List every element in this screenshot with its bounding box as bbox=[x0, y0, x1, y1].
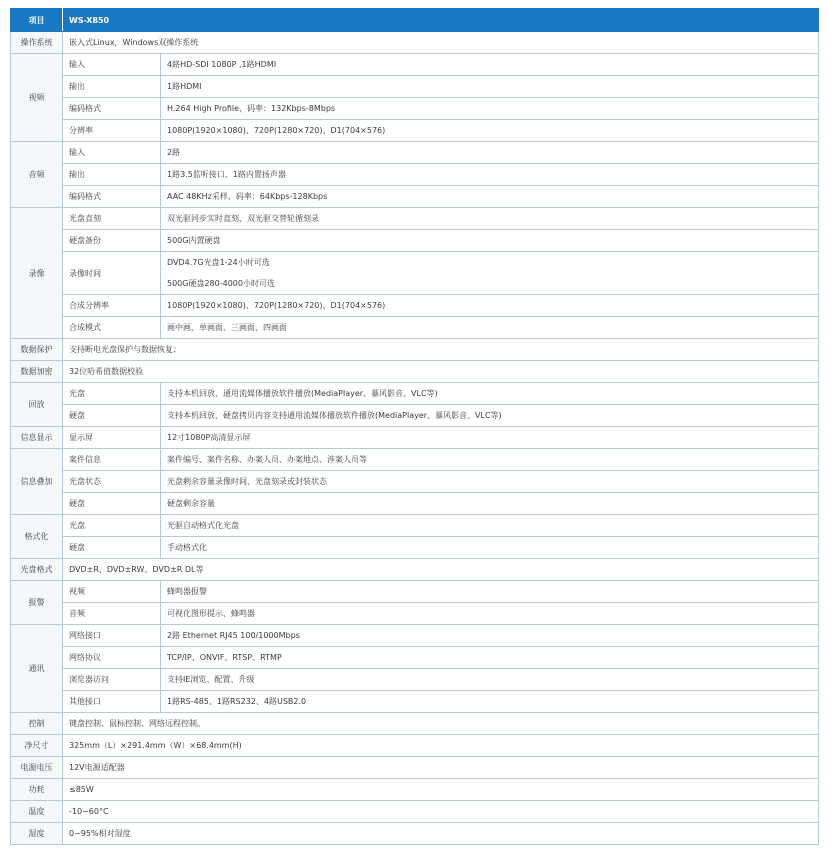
table-row bbox=[11, 54, 819, 76]
table-row bbox=[11, 208, 819, 230]
table-row bbox=[11, 669, 819, 691]
label-cell: 光盘状态 bbox=[63, 471, 161, 493]
category-cell: 信息显示 bbox=[11, 427, 63, 449]
category-cell: 报警 bbox=[11, 581, 63, 625]
label-cell: 输出 bbox=[63, 164, 161, 186]
value-cell: 蜂鸣器报警 bbox=[161, 581, 819, 603]
header-item: 项目 bbox=[11, 9, 63, 32]
category-cell: 视频 bbox=[11, 54, 63, 142]
value-cell: 2路 Ethernet RJ45 100/1000Mbps bbox=[161, 625, 819, 647]
label-cell: 案件信息 bbox=[63, 449, 161, 471]
table-row bbox=[11, 757, 819, 779]
value-cell: 光盘剩余容量录像时间、光盘刻录或封装状态 bbox=[161, 471, 819, 493]
label-cell: 显示屏 bbox=[63, 427, 161, 449]
label-cell: 硬盘 bbox=[63, 493, 161, 515]
table-row bbox=[11, 361, 819, 383]
value-line: 500G硬盘280-4000小时可选 bbox=[167, 279, 275, 288]
table-row bbox=[11, 76, 819, 98]
label-cell: 视频 bbox=[63, 581, 161, 603]
label-cell: 输出 bbox=[63, 76, 161, 98]
label-cell: 音频 bbox=[63, 603, 161, 625]
value-cell: DVD±R、DVD±RW、DVD±R DL等 bbox=[63, 559, 819, 581]
value-cell: 1080P(1920×1080)、720P(1280×720)、D1(704×576) bbox=[161, 295, 819, 317]
value-cell: 手动格式化 bbox=[161, 537, 819, 559]
value-cell: AAC 48KHz采样、码率：64Kbps-128Kbps bbox=[161, 186, 819, 208]
table-row bbox=[11, 515, 819, 537]
table-header-row bbox=[11, 9, 819, 32]
table-row bbox=[11, 471, 819, 493]
table-row bbox=[11, 230, 819, 252]
table-row bbox=[11, 713, 819, 735]
value-cell: 键盘控制、鼠标控制、网络远程控制。 bbox=[63, 713, 819, 735]
table-row bbox=[11, 647, 819, 669]
value-cell: 4路HD-SDI 1080P ,1路HDMI bbox=[161, 54, 819, 76]
label-cell: 编码格式 bbox=[63, 98, 161, 120]
header-model: WS-X850 bbox=[63, 9, 819, 32]
label-cell: 硬盘 bbox=[63, 537, 161, 559]
table-row bbox=[11, 405, 819, 427]
value-cell: 1路3.5监听接口、1路内置扬声器 bbox=[161, 164, 819, 186]
spec-table bbox=[10, 8, 819, 845]
value-line: DVD4.7G光盘1-24小时可选 bbox=[167, 258, 270, 267]
table-row bbox=[11, 142, 819, 164]
value-cell: 支持断电光盘保护与数据恢复； bbox=[63, 339, 819, 361]
value-cell: TCP/IP、ONVIF、RTSP、RTMP bbox=[161, 647, 819, 669]
table-row bbox=[11, 32, 819, 54]
value-cell: -10~60°C bbox=[63, 801, 819, 823]
category-cell: 数据保护 bbox=[11, 339, 63, 361]
label-cell: 分辨率 bbox=[63, 120, 161, 142]
table-row bbox=[11, 120, 819, 142]
table-row bbox=[11, 823, 819, 845]
table-row bbox=[11, 339, 819, 361]
label-cell: 光盘直刻 bbox=[63, 208, 161, 230]
label-cell: 硬盘备份 bbox=[63, 230, 161, 252]
table-row bbox=[11, 383, 819, 405]
value-cell: 12V电源适配器 bbox=[63, 757, 819, 779]
table-row bbox=[11, 493, 819, 515]
category-cell: 信息叠加 bbox=[11, 449, 63, 515]
table-row bbox=[11, 801, 819, 823]
label-cell: 输入 bbox=[63, 54, 161, 76]
label-cell: 网络接口 bbox=[63, 625, 161, 647]
label-cell: 编码格式 bbox=[63, 186, 161, 208]
value-cell: 1路RS-485、1路RS232、4路USB2.0 bbox=[161, 691, 819, 713]
table-row bbox=[11, 779, 819, 801]
table-row bbox=[11, 691, 819, 713]
value-cell: 325mm（L）×291.4mm（W）×68.4mm(H) bbox=[63, 735, 819, 757]
value-cell: 1路HDMI bbox=[161, 76, 819, 98]
value-cell: 双光驱同步实时直刻、双光驱交替轮循刻录 bbox=[161, 208, 819, 230]
category-cell: 净尺寸 bbox=[11, 735, 63, 757]
label-cell: 合成分辨率 bbox=[63, 295, 161, 317]
category-cell: 通讯 bbox=[11, 625, 63, 713]
category-cell: 录像 bbox=[11, 208, 63, 339]
category-cell: 格式化 bbox=[11, 515, 63, 559]
category-cell: 操作系统 bbox=[11, 32, 63, 54]
value-cell: 可视化图形提示、蜂鸣器 bbox=[161, 603, 819, 625]
value-cell: 1080P(1920×1080)、720P(1280×720)、D1(704×576) bbox=[161, 120, 819, 142]
category-cell: 温度 bbox=[11, 801, 63, 823]
table-row bbox=[11, 427, 819, 449]
table-row bbox=[11, 252, 819, 295]
label-cell: 光盘 bbox=[63, 383, 161, 405]
value-cell: 支持IE浏览、配置、升级 bbox=[161, 669, 819, 691]
category-cell: 湿度 bbox=[11, 823, 63, 845]
label-cell: 浏览器访问 bbox=[63, 669, 161, 691]
category-cell: 回放 bbox=[11, 383, 63, 427]
value-cell: 光驱自动格式化光盘 bbox=[161, 515, 819, 537]
label-cell: 光盘 bbox=[63, 515, 161, 537]
table-row bbox=[11, 98, 819, 120]
category-cell: 电源电压 bbox=[11, 757, 63, 779]
value-cell: 500G内置硬盘 bbox=[161, 230, 819, 252]
value-cell: 嵌入式Linux，Windows双操作系统 bbox=[63, 32, 819, 54]
value-cell: 案件编号、案件名称、办案人员、办案地点、涉案人员等 bbox=[161, 449, 819, 471]
label-cell: 录像时间 bbox=[63, 252, 161, 295]
table-row bbox=[11, 581, 819, 603]
table-row bbox=[11, 625, 819, 647]
category-cell: 控制 bbox=[11, 713, 63, 735]
category-cell: 数据加密 bbox=[11, 361, 63, 383]
value-cell bbox=[161, 252, 819, 295]
label-cell: 硬盘 bbox=[63, 405, 161, 427]
table-row bbox=[11, 164, 819, 186]
value-cell: ≤85W bbox=[63, 779, 819, 801]
value-cell: 支持本机回放、硬盘拷贝内容支持通用流媒体播放软件播放(MediaPlayer、暴风影音、VLC等) bbox=[161, 405, 819, 427]
table-row bbox=[11, 317, 819, 339]
table-row bbox=[11, 559, 819, 581]
table-row bbox=[11, 735, 819, 757]
value-cell: 0~95%相对湿度 bbox=[63, 823, 819, 845]
label-cell: 网络协议 bbox=[63, 647, 161, 669]
category-cell: 功耗 bbox=[11, 779, 63, 801]
table-row bbox=[11, 449, 819, 471]
category-cell: 音频 bbox=[11, 142, 63, 208]
table-row bbox=[11, 537, 819, 559]
category-cell: 光盘格式 bbox=[11, 559, 63, 581]
value-cell: H.264 High Profile，码率：132Kbps-8Mbps bbox=[161, 98, 819, 120]
value-cell: 硬盘剩余容量 bbox=[161, 493, 819, 515]
table-row bbox=[11, 186, 819, 208]
table-row bbox=[11, 295, 819, 317]
table-row bbox=[11, 603, 819, 625]
label-cell: 合成模式 bbox=[63, 317, 161, 339]
value-cell: 2路 bbox=[161, 142, 819, 164]
value-cell: 32位哈希值数据校验 bbox=[63, 361, 819, 383]
value-cell: 12寸1080P高清显示屏 bbox=[161, 427, 819, 449]
value-cell: 支持本机回放、通用流媒体播放软件播放(MediaPlayer、暴风影音、VLC等) bbox=[161, 383, 819, 405]
label-cell: 其他接口 bbox=[63, 691, 161, 713]
value-cell: 画中画、单画面、三画面、四画面 bbox=[161, 317, 819, 339]
label-cell: 输入 bbox=[63, 142, 161, 164]
spec-body bbox=[11, 32, 819, 845]
